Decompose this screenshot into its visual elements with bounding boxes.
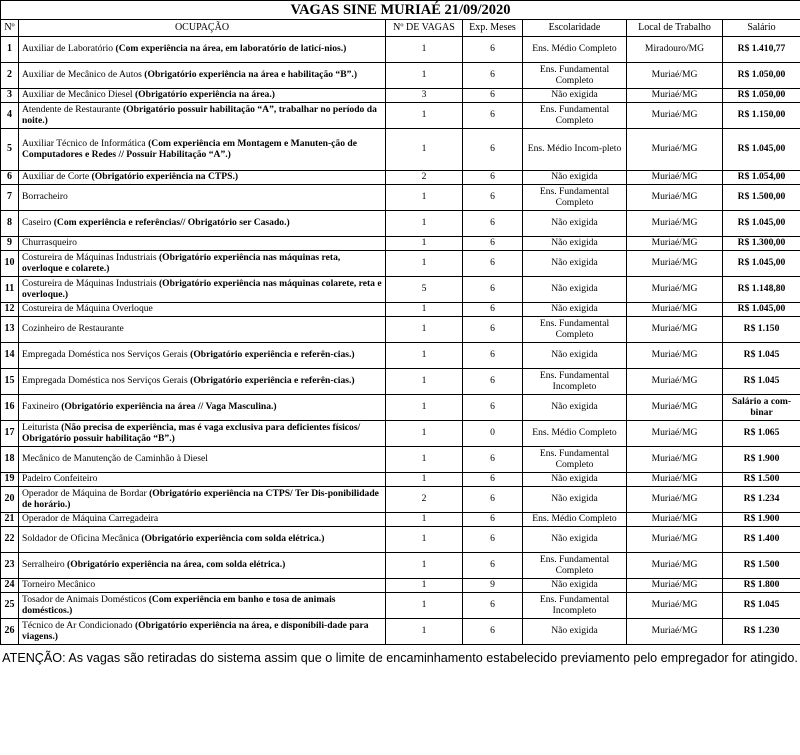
work-location: Muriaé/MG [627,473,723,487]
occupation-name: Soldador de Oficina Mecânica [22,533,139,545]
occupation-name: Faxineiro [22,401,59,413]
table-row [1,447,800,473]
row-number-text: 26 [4,625,15,637]
salary: R$ 1.148,80 [723,277,800,303]
vacancies-count: 1 [386,421,463,447]
work-location: Muriaé/MG [627,487,723,513]
attention-note: ATENÇÃO: As vagas são retiradas do sistema assim que o limite de encaminhamento estabelecido previamento pelo empregador for atingido. [2,651,798,665]
work-location: Muriaé/MG [627,89,723,103]
table-row [1,421,800,447]
row-number-text: 23 [4,559,15,571]
occupation-requirements: (Obrigatório experiência na área e habilitação “B”.) [144,69,358,81]
experience-months: 6 [463,251,523,277]
row-number-text: 9 [7,237,12,249]
work-location: Muriaé/MG [627,513,723,527]
experience-months: 6 [463,513,523,527]
experience-months: 6 [463,619,523,645]
work-location: Muriaé/MG [627,395,723,421]
salary: R$ 1.054,00 [723,171,800,185]
table-row [1,593,800,619]
row-number [1,447,19,473]
table-row [1,395,800,421]
work-location: Muriaé/MG [627,619,723,645]
table-row [1,237,800,251]
salary: R$ 1.045,00 [723,251,800,277]
occupation-requirements: (Obrigatório experiência e referên-cias.) [190,349,355,361]
table-row [1,579,800,593]
occupation-name: Mecânico de Manutenção de Caminhão à Diesel [22,453,208,465]
occupation-name: Leiturista [22,422,59,433]
row-number-text: 10 [4,257,15,269]
occupation-name: Auxiliar de Laboratório [22,43,114,55]
experience-months: 6 [463,89,523,103]
row-number [1,343,19,369]
occupation-name: Empregada Doméstica nos Serviços Gerais [22,375,188,387]
education-level: Não exigida [523,473,627,487]
occupation-name: Auxiliar de Mecânico Diesel [22,89,133,101]
education-level: Ens. Médio Completo [523,421,627,447]
row-number [1,129,19,171]
vacancies-count: 1 [386,343,463,369]
occupation-cell [19,317,386,343]
work-location: Muriaé/MG [627,421,723,447]
row-number-text: 22 [4,533,15,545]
occupation-name: Borracheiro [22,191,68,203]
table-row [1,129,800,171]
salary: R$ 1.150 [723,317,800,343]
header-vacancies: Nº DE VAGAS [386,20,463,37]
experience-months: 6 [463,129,523,171]
row-number [1,185,19,211]
vacancies-count: 1 [386,553,463,579]
vacancies-count: 2 [386,487,463,513]
experience-months: 6 [463,211,523,237]
education-level: Ens. Médio Completo [523,37,627,63]
occupation-requirements: (Obrigatório experiência na CTPS/ Ter Dis-ponibilidade de horário.) [22,488,379,510]
salary: R$ 1.400 [723,527,800,553]
occupation-cell [19,185,386,211]
page-title: VAGAS SINE MURIAÉ 21/09/2020 [1,1,800,20]
work-location: Muriaé/MG [627,303,723,317]
vacancies-count: 1 [386,303,463,317]
experience-months: 0 [463,421,523,447]
vacancies-count: 1 [386,251,463,277]
row-number-text: 14 [4,349,15,361]
occupation-requirements: (Obrigatório experiência na área, e disponibili-dade para viagens.) [22,620,369,642]
experience-months: 6 [463,369,523,395]
table-row [1,63,800,89]
row-number-text: 17 [4,427,15,439]
experience-months: 6 [463,487,523,513]
row-number-text: 13 [4,323,15,335]
occupation-cell [19,277,386,303]
salary: R$ 1.065 [723,421,800,447]
experience-months: 6 [463,447,523,473]
row-number [1,619,19,645]
row-number-text: 21 [4,513,15,525]
vacancies-count: 1 [386,513,463,527]
salary: R$ 1.045,00 [723,303,800,317]
row-number-text: 4 [7,109,12,121]
row-number [1,37,19,63]
occupation-requirements: (Obrigatório possuir habilitação “A”, trabalhar no período da noite.) [22,104,377,126]
occupation-name: Churrasqueiro [22,237,77,249]
education-level: Não exigida [523,527,627,553]
row-number-text: 11 [4,283,15,295]
education-level: Ens. Fundamental Completo [523,447,627,473]
row-number [1,473,19,487]
education-level: Não exigida [523,343,627,369]
salary: Salário a com-binar [723,395,800,421]
vacancies-count: 2 [386,171,463,185]
education-level: Não exigida [523,171,627,185]
salary: R$ 1.045 [723,343,800,369]
vacancies-count: 1 [386,211,463,237]
salary: R$ 1.050,00 [723,89,800,103]
vacancies-count: 5 [386,277,463,303]
occupation-cell [19,421,386,447]
salary: R$ 1.500,00 [723,185,800,211]
work-location: Muriaé/MG [627,129,723,171]
row-number [1,317,19,343]
table-header [1,20,800,37]
table-row [1,619,800,645]
occupation-cell [19,343,386,369]
occupation-cell [19,171,386,185]
vacancies-count: 1 [386,185,463,211]
row-number [1,553,19,579]
work-location: Muriaé/MG [627,527,723,553]
experience-months: 6 [463,171,523,185]
salary: R$ 1.050,00 [723,63,800,89]
salary: R$ 1.410,77 [723,37,800,63]
vacancies-count: 1 [386,619,463,645]
table-row [1,317,800,343]
vacancies-count: 1 [386,317,463,343]
occupation-requirements: (Obrigatório experiência com solda elétrica.) [141,533,325,545]
work-location: Muriaé/MG [627,277,723,303]
work-location: Muriaé/MG [627,211,723,237]
row-number [1,421,19,447]
vacancies-count: 1 [386,129,463,171]
salary: R$ 1.900 [723,513,800,527]
experience-months: 6 [463,63,523,89]
occupation-cell [19,211,386,237]
work-location: Muriaé/MG [627,237,723,251]
occupation-requirements: (Obrigatório experiência nas máquinas reta, overloque e colarete.) [22,252,341,274]
work-location: Muriaé/MG [627,579,723,593]
occupation-cell [19,129,386,171]
occupation-cell [19,619,386,645]
occupation-name: Técnico de Ar Condicionado [22,620,133,631]
row-number [1,303,19,317]
occupation-cell [19,89,386,103]
row-number [1,579,19,593]
vacancies-count: 1 [386,473,463,487]
vacancies-count: 1 [386,369,463,395]
occupation-name: Tosador de Animais Domésticos [22,594,147,605]
header-occupation: OCUPAÇÃO [19,20,386,37]
experience-months: 6 [463,473,523,487]
table-row [1,513,800,527]
experience-months: 6 [463,237,523,251]
table-row [1,37,800,63]
work-location: Muriaé/MG [627,63,723,89]
table-row [1,527,800,553]
salary: R$ 1.045,00 [723,129,800,171]
row-number [1,171,19,185]
occupation-cell [19,369,386,395]
vacancies-count: 1 [386,395,463,421]
education-level: Ens. Médio Incom-pleto [523,129,627,171]
salary: R$ 1.150,00 [723,103,800,129]
work-location: Muriaé/MG [627,343,723,369]
education-level: Não exigida [523,277,627,303]
occupation-name: Auxiliar de Corte [22,171,90,183]
table-row [1,171,800,185]
occupation-requirements: (Com experiência em banho e tosa de animais domésticos.) [22,594,336,616]
row-number-text: 24 [4,579,15,591]
education-level: Ens. Fundamental Incompleto [523,369,627,395]
occupation-requirements: (Obrigatório experiência e referên-cias.) [190,375,355,387]
education-level: Ens. Fundamental Completo [523,317,627,343]
work-location: Muriaé/MG [627,369,723,395]
salary: R$ 1.500 [723,553,800,579]
experience-months: 6 [463,303,523,317]
occupation-requirements: (Obrigatório experiência na área // Vaga Masculina.) [61,401,277,413]
occupation-cell [19,63,386,89]
education-level: Não exigida [523,251,627,277]
occupation-cell [19,237,386,251]
row-number-text: 5 [7,143,12,155]
experience-months: 6 [463,343,523,369]
salary: R$ 1.045 [723,369,800,395]
row-number-text: 25 [4,599,15,611]
row-number [1,237,19,251]
salary: R$ 1.234 [723,487,800,513]
header-location: Local de Trabalho [627,20,723,37]
row-number-text: 8 [7,217,12,229]
occupation-cell [19,579,386,593]
occupation-requirements: (Obrigatório experiência na área.) [134,89,275,101]
table-row [1,369,800,395]
occupation-name: Cozinheiro de Restaurante [22,323,124,335]
vacancies-count: 1 [386,593,463,619]
vacancies-count: 1 [386,447,463,473]
work-location: Muriaé/MG [627,103,723,129]
occupation-name: Costureira de Máquinas Industriais [22,252,157,263]
occupation-cell [19,593,386,619]
occupation-name: Costureira de Máquinas Industriais [22,278,157,289]
table-row [1,277,800,303]
occupation-name: Empregada Doméstica nos Serviços Gerais [22,349,188,361]
education-level: Não exigida [523,303,627,317]
row-number [1,487,19,513]
occupation-cell [19,473,386,487]
education-level: Ens. Fundamental Completo [523,63,627,89]
header-experience: Exp. Meses [463,20,523,37]
row-number [1,103,19,129]
header-education: Escolaridade [523,20,627,37]
row-number [1,63,19,89]
vacancies-count: 1 [386,527,463,553]
vacancies-count: 1 [386,63,463,89]
occupation-name: Padeiro Confeiteiro [22,473,98,485]
row-number [1,211,19,237]
occupation-cell [19,553,386,579]
row-number-text: 15 [4,375,15,387]
table-row [1,185,800,211]
education-level: Não exigida [523,211,627,237]
occupation-name: Auxiliar de Mecânico de Autos [22,69,142,81]
table-row [1,211,800,237]
header-salary: Salário [723,20,800,37]
table-row [1,343,800,369]
occupation-name: Atendente de Restaurante [22,104,121,115]
education-level: Ens. Fundamental Completo [523,185,627,211]
occupation-name: Operador de Máquina Carregadeira [22,513,159,525]
occupation-name: Caseiro [22,217,52,229]
experience-months: 6 [463,395,523,421]
occupation-name: Operador de Máquina de Bordar [22,488,147,499]
work-location: Muriaé/MG [627,593,723,619]
education-level: Não exigida [523,395,627,421]
salary: R$ 1.300,00 [723,237,800,251]
work-location: Muriaé/MG [627,553,723,579]
occupation-name: Auxiliar Técnico de Informática [22,138,146,149]
row-number [1,513,19,527]
experience-months: 6 [463,527,523,553]
row-number-text: 12 [4,303,15,315]
row-number-text: 2 [7,69,12,81]
header-number: Nº [1,20,19,37]
row-number [1,251,19,277]
salary: R$ 1.800 [723,579,800,593]
salary: R$ 1.230 [723,619,800,645]
education-level: Ens. Fundamental Completo [523,553,627,579]
experience-months: 6 [463,277,523,303]
row-number [1,89,19,103]
row-number-text: 7 [7,191,12,203]
experience-months: 6 [463,103,523,129]
experience-months: 6 [463,185,523,211]
occupation-requirements: (Obrigatório experiência nas máquinas colarete, reta e overloque.) [22,278,382,300]
occupation-cell [19,103,386,129]
vacancies-count: 1 [386,579,463,593]
occupation-name: Costureira de Máquina Overloque [22,303,153,315]
vacancies-count: 1 [386,103,463,129]
occupation-cell [19,303,386,317]
row-number-text: 20 [4,493,15,505]
vacancies-count: 1 [386,237,463,251]
education-level: Ens. Fundamental Incompleto [523,593,627,619]
row-number [1,593,19,619]
table-row [1,103,800,129]
experience-months: 6 [463,37,523,63]
salary: R$ 1.045,00 [723,211,800,237]
work-location: Miradouro/MG [627,37,723,63]
row-number [1,395,19,421]
occupation-requirements: (Obrigatório experiência na área, com solda elétrica.) [67,559,286,571]
work-location: Muriaé/MG [627,171,723,185]
row-number [1,277,19,303]
row-number-text: 18 [4,453,15,465]
occupation-requirements: (Obrigatório experiência na CTPS.) [91,171,239,183]
experience-months: 6 [463,317,523,343]
occupation-name: Serralheiro [22,559,65,571]
occupation-cell [19,37,386,63]
education-level: Não exigida [523,619,627,645]
occupation-requirements: (Não precisa de experiência, mas é vaga exclusiva para deficientes físicos/ Obrigatório possuir habilitação “B”.) [22,422,361,444]
table-row [1,487,800,513]
salary: R$ 1.900 [723,447,800,473]
occupation-requirements: (Com experiência e referências// Obrigatório ser Casado.) [53,217,290,229]
work-location: Muriaé/MG [627,317,723,343]
experience-months: 6 [463,553,523,579]
row-number-text: 1 [7,43,12,55]
experience-months: 9 [463,579,523,593]
work-location: Muriaé/MG [627,185,723,211]
occupation-name: Torneiro Mecânico [22,579,96,591]
occupation-cell [19,513,386,527]
row-number [1,369,19,395]
occupation-cell [19,447,386,473]
occupation-cell [19,527,386,553]
occupation-requirements: (Com experiência na área, em laboratório de laticí-nios.) [115,43,347,55]
work-location: Muriaé/MG [627,447,723,473]
row-number-text: 3 [7,89,12,101]
row-number-text: 19 [4,473,15,485]
occupation-cell [19,251,386,277]
education-level: Ens. Médio Completo [523,513,627,527]
row-number-text: 16 [4,401,15,413]
occupation-cell [19,487,386,513]
row-number [1,527,19,553]
vacancies-count: 1 [386,37,463,63]
table-row [1,251,800,277]
table-row [1,553,800,579]
experience-months: 6 [463,593,523,619]
education-level: Não exigida [523,487,627,513]
vacancies-count: 3 [386,89,463,103]
table-row [1,303,800,317]
salary: R$ 1.045 [723,593,800,619]
row-number-text: 6 [7,171,12,183]
work-location: Muriaé/MG [627,251,723,277]
education-level: Não exigida [523,89,627,103]
table-row [1,89,800,103]
occupation-cell [19,395,386,421]
education-level: Ens. Fundamental Completo [523,103,627,129]
salary: R$ 1.500 [723,473,800,487]
education-level: Não exigida [523,237,627,251]
occupation-requirements: (Com experiência em Montagem e Manuten-ção de Computadores e Redes // Possuir Habilitação “A”.) [22,138,357,160]
table-row [1,473,800,487]
education-level: Não exigida [523,579,627,593]
